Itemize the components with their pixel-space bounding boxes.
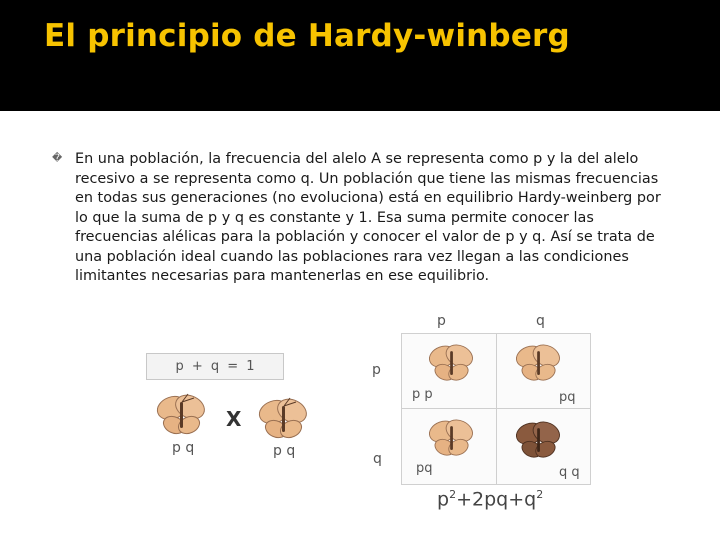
- formula-exponent: 2: [536, 488, 544, 501]
- formula-term: p: [437, 488, 450, 511]
- punnett-cell-pp: [402, 334, 496, 408]
- formula-term: +2pq+q: [456, 488, 537, 511]
- title-bar: [0, 0, 720, 111]
- equation-box: p + q = 1: [146, 353, 284, 380]
- butterfly-dark-icon: [511, 419, 567, 463]
- bullet-icon: �: [52, 153, 63, 164]
- butterfly-light-icon: [254, 396, 314, 448]
- butterfly-light-icon: [424, 342, 480, 386]
- cell-label: pq: [559, 390, 576, 405]
- formula-exponent: 2: [449, 488, 457, 501]
- slide-title: El principio de Hardy-winberg: [44, 18, 570, 54]
- body-paragraph: En una población, la frecuencia del alelo A se representa como p y la del alelo recesivo a se representa como q. Un población que tiene las mismas frecuencias en todas sus generaciones (no evoluciona) está en equilibrio Hardy-weinberg por lo que la suma de p y q es constante y 1. Esa suma permite conocer las frecuencias alélicas para la población y conocer el valor de p y q. Así se trata de una población ideal cuando las poblaciones rara vez llegan a las condiciones limitantes necesarias para mantenerlas en ese equilibrio.: [75, 151, 661, 284]
- parent-right-label: p q: [273, 443, 296, 459]
- cell-label: pq: [416, 461, 433, 476]
- punnett-square: [401, 333, 591, 485]
- butterfly-light-icon: [152, 392, 212, 444]
- row-header-p: p: [372, 362, 381, 378]
- punnett-cell-qq: [497, 409, 591, 483]
- cell-label: p p: [412, 387, 433, 402]
- cell-label: q q: [559, 465, 580, 480]
- punnett-cell-pq-bottom: [402, 409, 496, 483]
- punnett-cell-pq-top: [497, 334, 591, 408]
- parent-left-label: p q: [172, 440, 195, 456]
- cross-symbol: X: [226, 407, 242, 431]
- row-header-q: q: [373, 451, 382, 467]
- butterfly-light-icon: [424, 417, 480, 461]
- hardy-weinberg-formula: [437, 488, 543, 510]
- col-header-p: p: [437, 313, 446, 329]
- butterfly-light-icon: [511, 342, 567, 386]
- col-header-q: q: [536, 313, 545, 329]
